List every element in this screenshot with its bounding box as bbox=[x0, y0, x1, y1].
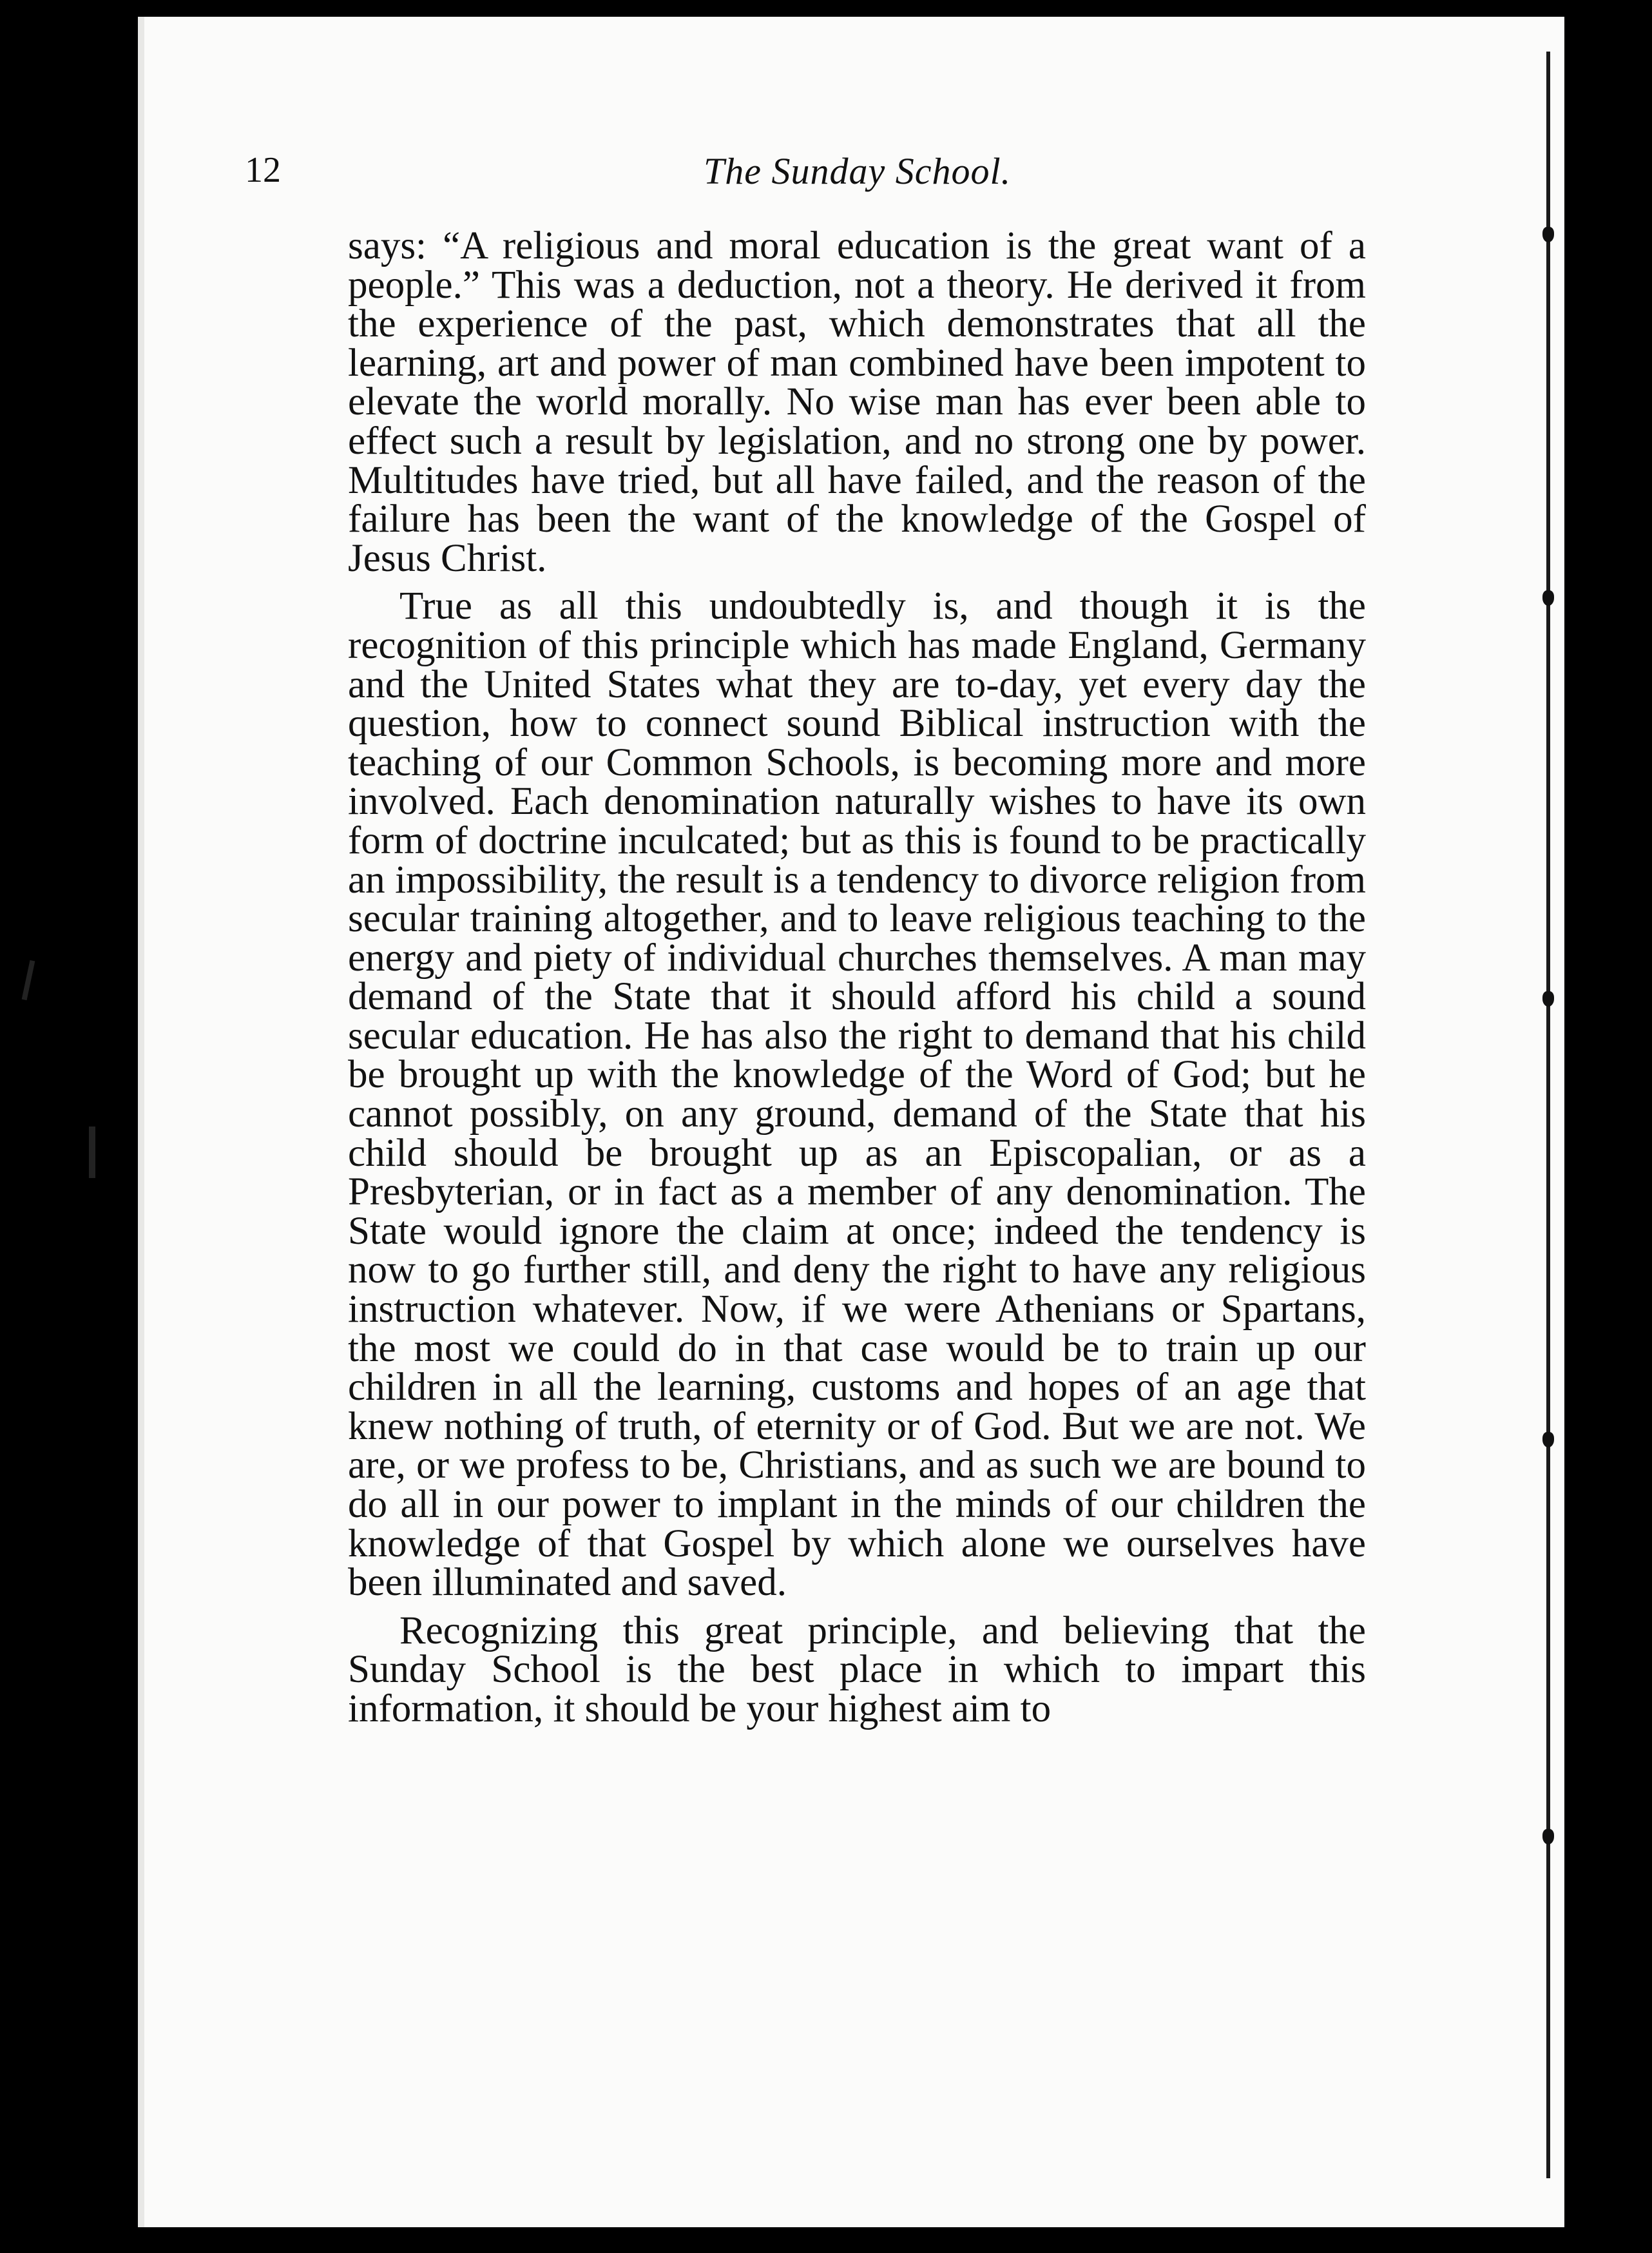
running-title: The Sunday School. bbox=[704, 150, 1012, 192]
binding-gutter-line bbox=[1546, 52, 1550, 2178]
page-number: 12 bbox=[245, 150, 281, 190]
binding-stitch-marker bbox=[1542, 227, 1554, 242]
page-header bbox=[245, 150, 1379, 201]
page-left-edge bbox=[138, 17, 144, 2227]
paragraph: says: “A religious and moral education is the great want of a people.” This was a deduction, not a theory. He derived it from the experience of the past, which demonstrates that all the learning, art and power of man combined have been impotent to elevate the world morally. No wise man has ever been able to effect such a result by legislation, and no strong one by power. Multitudes have tried, but all have failed, and the reason of the failure has been the want of the knowledge of the Gospel of Jesus Christ. bbox=[348, 224, 1366, 580]
body-text bbox=[348, 224, 1366, 1738]
scan-artifact-mark bbox=[89, 1126, 95, 1178]
binding-stitch-marker bbox=[1542, 590, 1554, 606]
binding-stitch-marker bbox=[1542, 1432, 1554, 1447]
scan-dark-margin bbox=[1564, 0, 1652, 2253]
scan-artifact-mark bbox=[22, 960, 35, 1000]
paragraph: True as all this undoubtedly is, and though it is the recognition of this principle which has made England, Germany and the United States what they are to-day, yet every day the question, how to connect sound Biblical instruction with the teaching of our Common Schools, is becoming more and more involved. Each denomination naturally wishes to have its own form of doctrine inculcated; but as this is found to be practically an impossibility, the result is a tendency to divorce religion from secular training altogether, and to leave religious teaching to the energy and piety of individual churches themselves. A man may demand of the State that it should afford his child a sound secular education. He has also the right to demand that his child be brought up with the knowledge of the Word of God; but he cannot possibly, on any ground, demand of the State that his child should be brought up as an Episcopalian, or as a Presbyterian, or in fact as a member of any denomination. The State would ignore the claim at once; indeed the tendency is now to go further still, and deny the right to have any religious instruction whatever. Now, if we were Athenians or Spartans, the most we could do in that case would be to train up our children in all the learning, customs and hopes of an age that knew nothing of truth, of eternity or of God. But we are not. We are, or we profess to be, Christians, and as such we are bound to do all in our power to implant in the minds of our children the knowledge of that Gospel by which alone we ourselves have been illuminated and saved. bbox=[348, 585, 1366, 1605]
paragraph: Recognizing this great principle, and believing that the Sunday School is the best place in which to impart this information, it should be your highest aim to bbox=[348, 1609, 1366, 1730]
binding-stitch-marker bbox=[1542, 991, 1554, 1007]
binding-stitch-marker bbox=[1542, 1829, 1554, 1844]
